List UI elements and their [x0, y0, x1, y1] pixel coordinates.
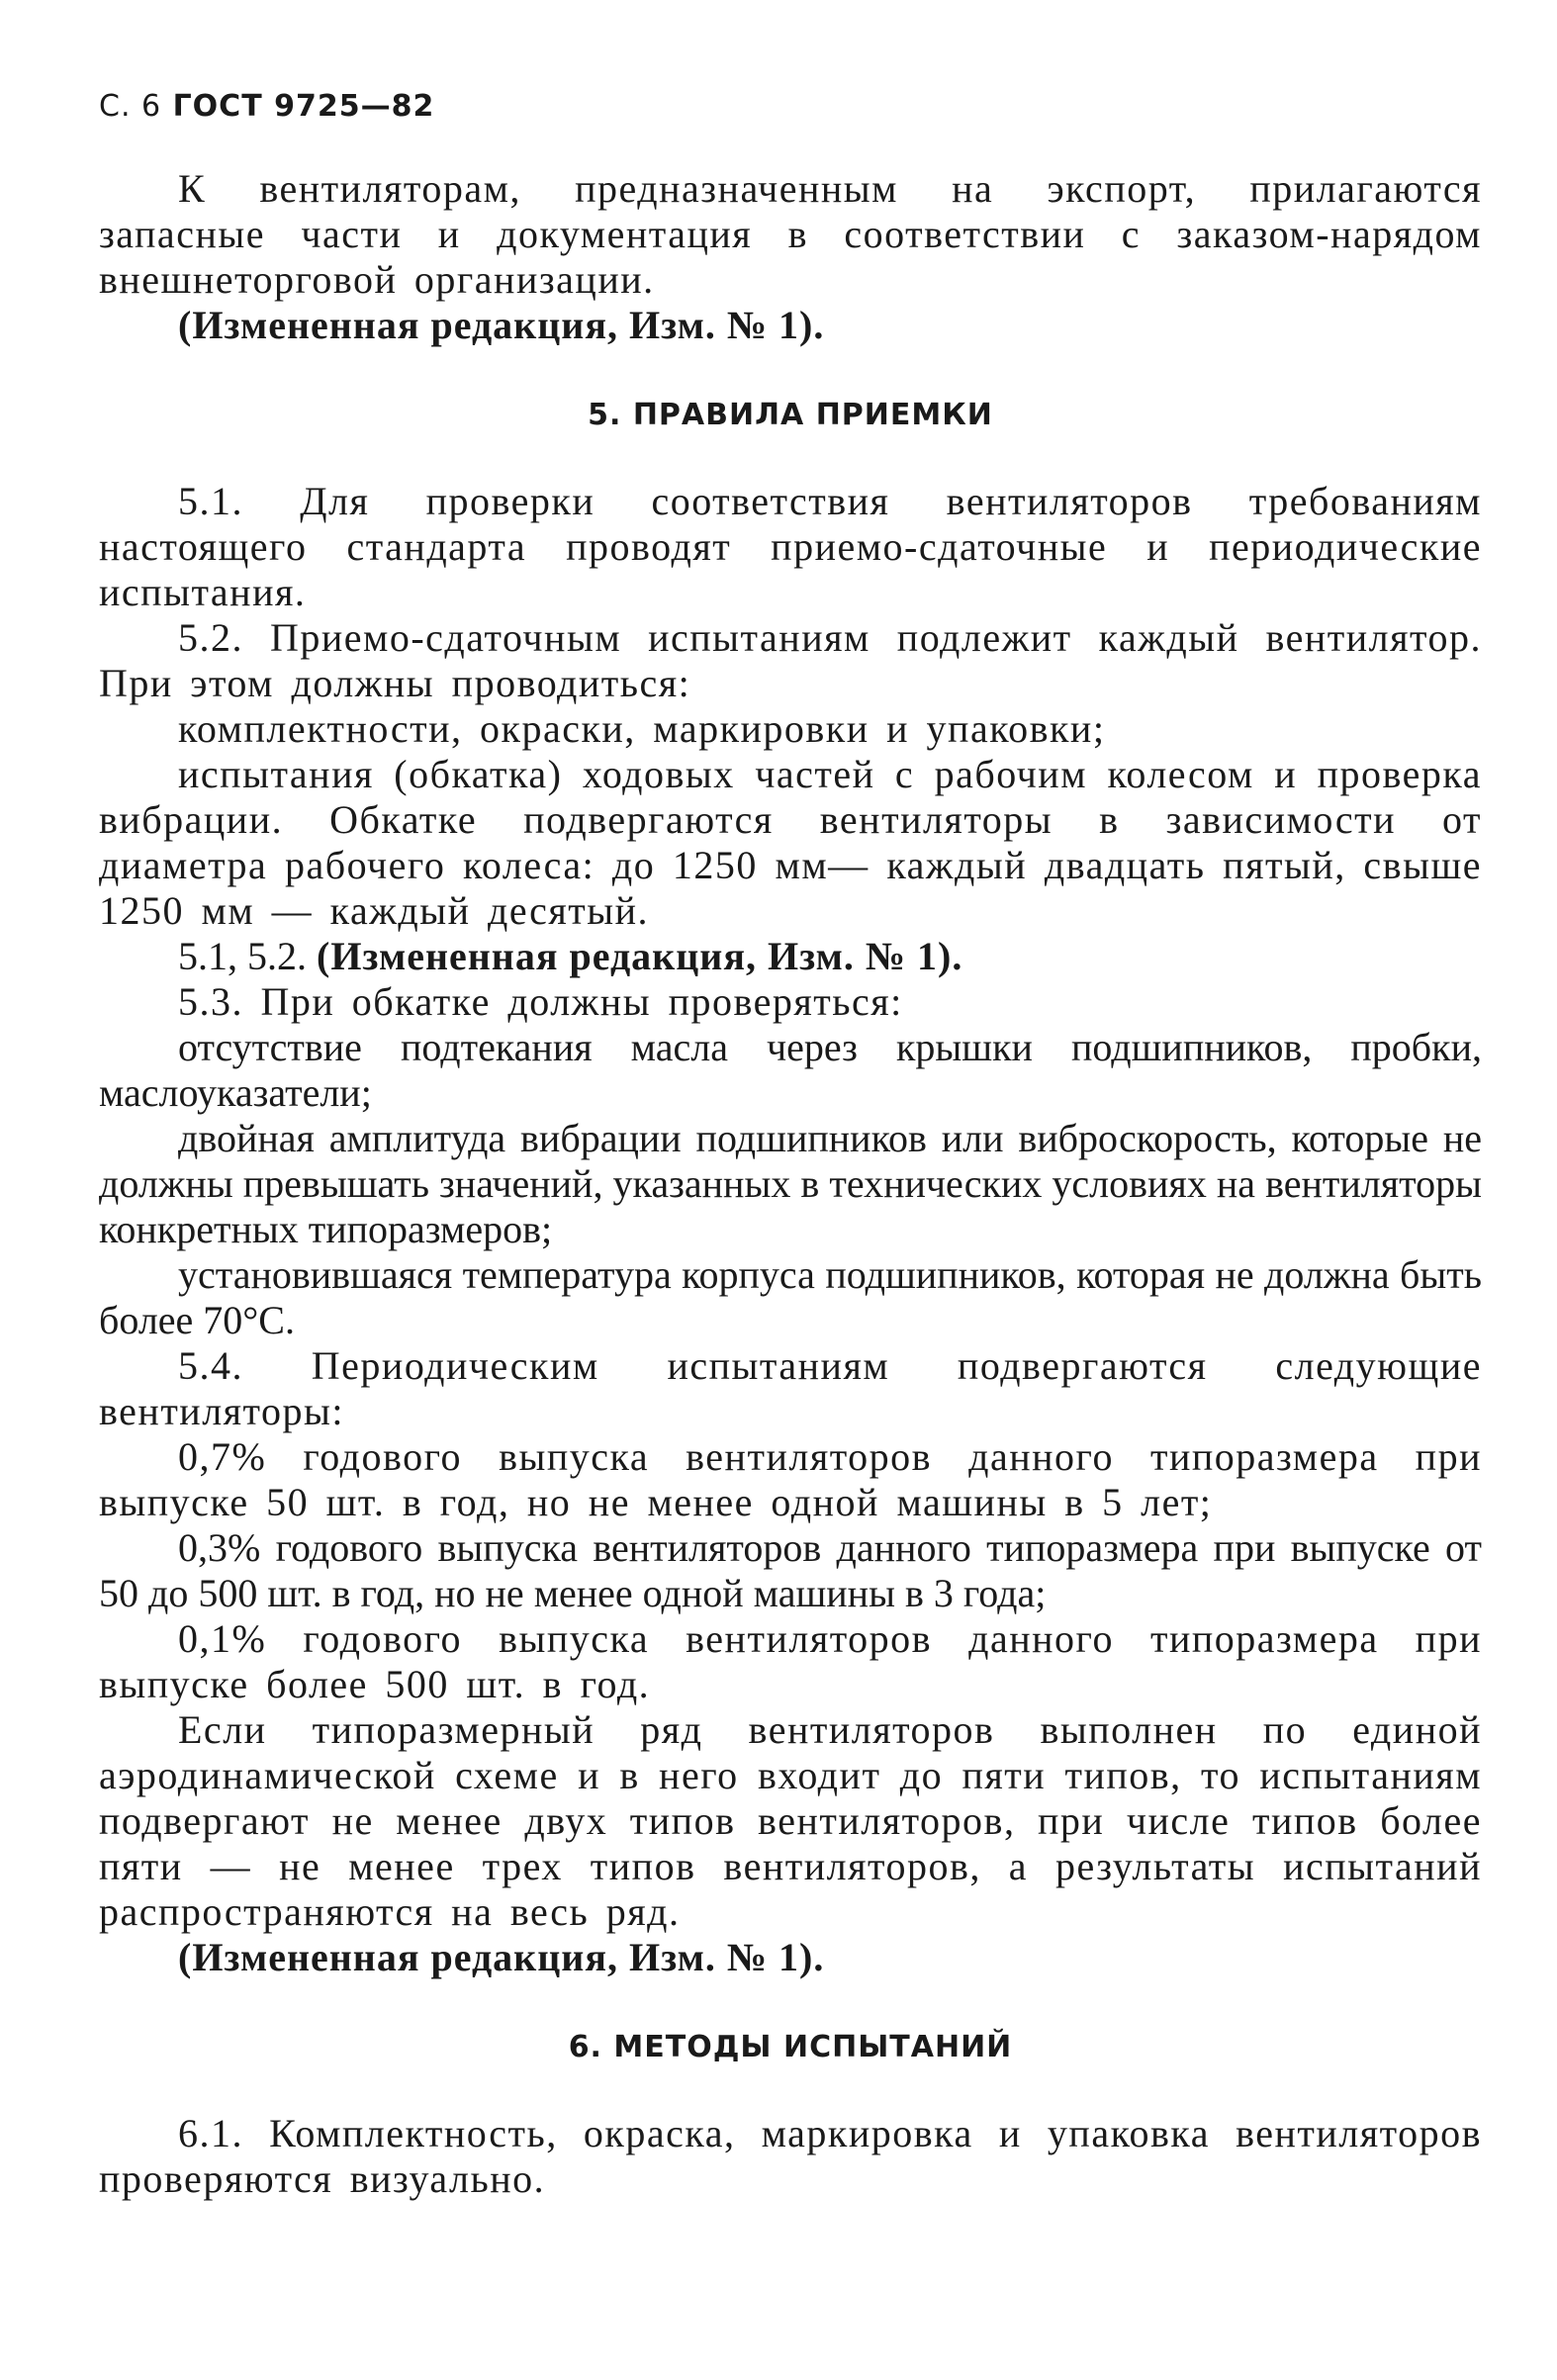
- page-number: С. 6: [99, 89, 162, 124]
- clause-5-1-5-2-amendment: [99, 934, 1482, 979]
- section-5-title: 5. ПРАВИЛА ПРИЕМКИ: [588, 398, 993, 432]
- size-range-paragraph: Если типоразмерный ряд вентиляторов выполнен по единой аэродинамической схеме и в него входит до пяти типов, то испытаниям подвергают не менее двух типов вентиляторов, при числе типов более пяти — не менее трех типов вентиляторов, а результаты испытаний распространяются на весь ряд.: [99, 1707, 1482, 1934]
- clause-5-1: 5.1. Для проверки соответствия вентиляторов требованиям настоящего стандарта проводят приемо-сдаточные и периодические испытания.: [99, 479, 1482, 614]
- list-item-0-1-percent: 0,1% годового выпуска вентиляторов данного типоразмера при выпуске более 500 шт. в год.: [99, 1616, 1482, 1706]
- amendment-note: [99, 303, 1482, 348]
- amendment-text: (Измененная редакция, Изм. № 1).: [317, 934, 963, 978]
- clause-5-4: 5.4. Периодическим испытаниям подвергаются следующие вентиляторы:: [99, 1343, 1482, 1433]
- list-item-0-7-percent: 0,7% годового выпуска вентиляторов данного типоразмера при выпуске 50 шт. в год, но не менее одной машины в 5 лет;: [99, 1434, 1482, 1524]
- list-item-completeness: комплектности, окраски, маркировки и упаковки;: [178, 706, 1106, 751]
- clause-5-2: 5.2. Приемо-сдаточным испытаниям подлежит каждый вентилятор. При этом должны проводиться:: [99, 615, 1482, 705]
- clause-6-1: 6.1. Комплектность, окраска, маркировка и упаковка вентиляторов проверяются визуально.: [99, 2111, 1482, 2201]
- running-header: [99, 87, 1482, 127]
- standard-number: ГОСТ 9725—82: [172, 89, 435, 124]
- amendment-note-5: [99, 1935, 1482, 1980]
- amendment-text: (Измененная редакция, Изм. № 1).: [178, 303, 825, 347]
- document-page: [99, 87, 1482, 2202]
- list-item-vibration: двойная амплитуда вибрации подшипников или виброскорость, которые не должны превышать значений, указанных в технических условиях на вентиляторы конкретных типоразмеров;: [99, 1116, 1482, 1251]
- list-item-oil-leak: отсутствие подтекания масла через крышки подшипников, пробки, маслоуказатели;: [99, 1025, 1482, 1115]
- list-item-0-3-percent: 0,3% годового выпуска вентиляторов данного типоразмера при выпуске от 50 до 500 шт. в год, но не менее одной машины в 3 года;: [99, 1525, 1482, 1615]
- list-item-temperature: установившаяся температура корпуса подшипников, которая не должна быть более 70°С.: [99, 1252, 1482, 1342]
- clause-5-3: 5.3. При обкатке должны проверяться:: [178, 979, 903, 1024]
- amendment-text: (Измененная редакция, Изм. № 1).: [178, 1935, 825, 1979]
- list-item-running-test: испытания (обкатка) ходовых частей с рабочим колесом и проверка вибрации. Обкатке подвергаются вентиляторы в зависимости от диаметра рабочего колеса: до 1250 мм— каждый двадцать пятый, свыше 1250 мм — каждый десятый.: [99, 752, 1482, 933]
- section-6-title: 6. МЕТОДЫ ИСПЫТАНИЙ: [568, 2030, 1013, 2064]
- export-paragraph: К вентиляторам, предназначенным на экспорт, прилагаются запасные части и документация в соответствии с заказом-нарядом внешнеторговой организации.: [99, 166, 1482, 302]
- clause-ref: 5.1, 5.2.: [178, 934, 317, 978]
